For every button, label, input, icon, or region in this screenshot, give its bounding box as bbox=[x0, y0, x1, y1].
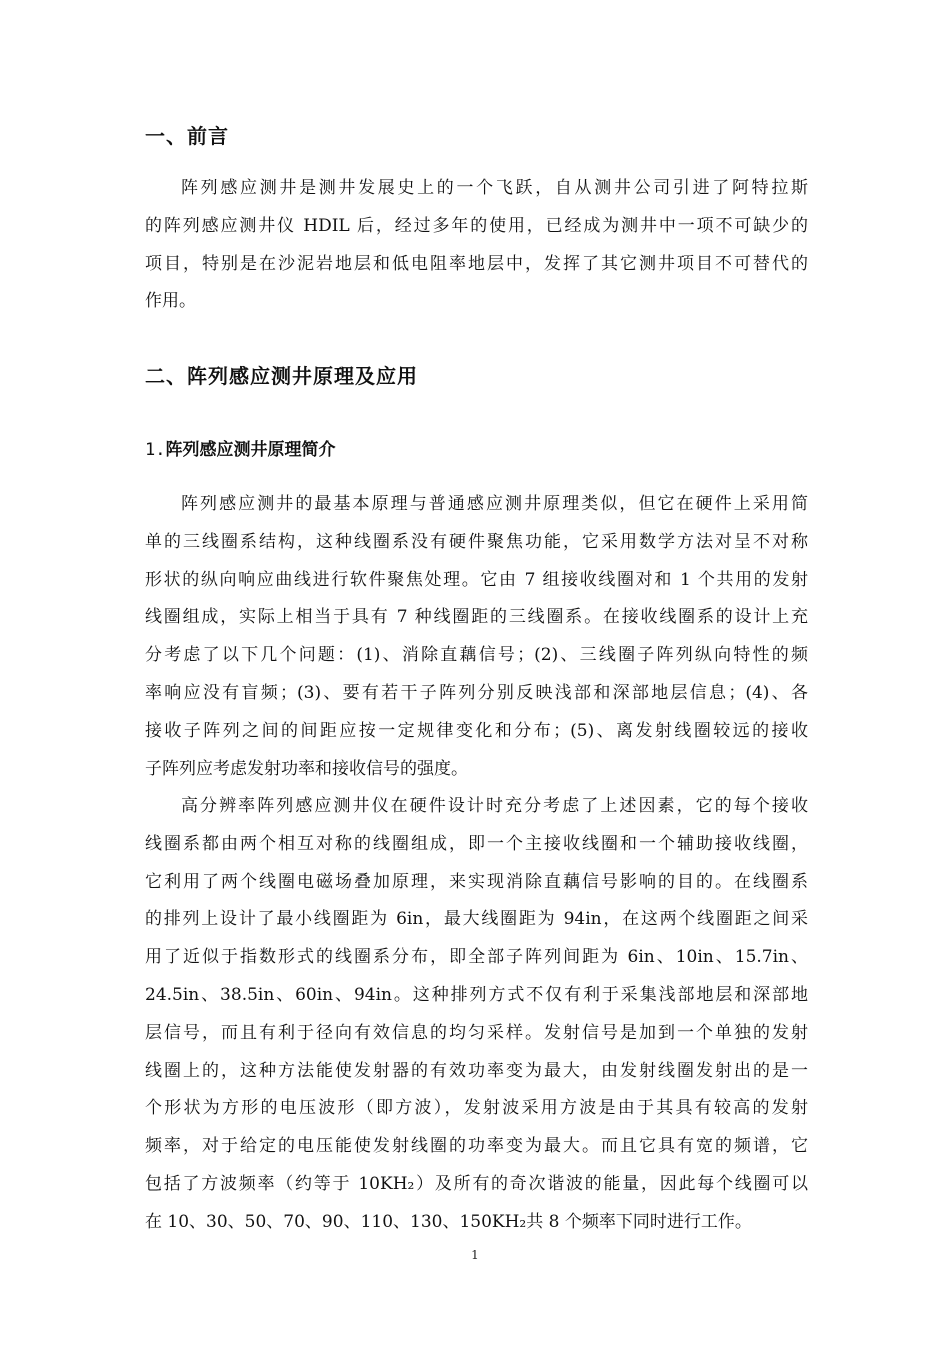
paragraph-line: 24.5in、38.5in、60in、94in。这种排列方式不仅有利于采集浅部地层和深部地 bbox=[145, 984, 808, 1005]
principle-paragraph-2 bbox=[145, 788, 808, 1242]
paragraph-line: 它利用了两个线圈电磁场叠加原理，来实现消除直藕信号影响的目的。在线圈系 bbox=[145, 871, 808, 892]
paragraph-line: 形状的纵向响应曲线进行软件聚焦处理。它由 7 组接收线圈对和 1 个共用的发射 bbox=[145, 569, 808, 590]
section-heading-preface: 一、前言 bbox=[145, 124, 229, 148]
paragraph-line: 线圈系都由两个相互对称的线圈组成，即一个主接收线圈和一个辅助接收线圈， bbox=[145, 833, 808, 854]
paragraph-line: 的排列上设计了最小线圈距为 6in，最大线圈距为 94in，在这两个线圈距之间采 bbox=[145, 909, 808, 930]
paragraph-line: 分考虑了以下几个问题：(1)、消除直藕信号；(2)、三线圈子阵列纵向特性的频 bbox=[145, 645, 808, 666]
paragraph-line: 频率，对于给定的电压能使发射线圈的功率变为最大。而且它具有宽的频谱，它 bbox=[145, 1136, 808, 1157]
paragraph-line: 用了近似于指数形式的线圈系分布，即全部子阵列间距为 6in、10in、15.7in、 bbox=[145, 947, 808, 968]
subsection-title: 阵列感应测井原理简介 bbox=[165, 440, 336, 460]
paragraph-line: 项目，特别是在沙泥岩地层和低电阻率地层中，发挥了其它测井项目不可替代的 bbox=[145, 253, 808, 274]
paragraph-line: 个形状为方形的电压波形（即方波），发射波采用方波是由于其具有较高的发射 bbox=[145, 1098, 808, 1119]
paragraph-line: 率响应没有盲频；(3)、要有若干子阵列分别反映浅部和深部地层信息；(4)、各 bbox=[145, 682, 808, 703]
paragraph-line: 单的三线圈系结构，这种线圈系没有硬件聚焦功能，它采用数学方法对呈不对称 bbox=[145, 531, 808, 552]
section-heading-principle: 二、阵列感应测井原理及应用 bbox=[145, 364, 418, 388]
principle-paragraph-1 bbox=[145, 486, 808, 788]
paragraph-line: 的阵列感应测井仪 HDIL 后，经过多年的使用，已经成为测井中一项不可缺少的 bbox=[145, 215, 808, 236]
paragraph-line: 子阵列应考虑发射功率和接收信号的强度。 bbox=[145, 758, 468, 779]
paragraph-line: 阵列感应测井的最基本原理与普通感应测井原理类似，但它在硬件上采用简 bbox=[181, 494, 808, 514]
paragraph-line: 线圈组成，实际上相当于具有 7 种线圈距的三线圈系。在接收线圈系的设计上充 bbox=[145, 607, 808, 628]
preface-paragraph bbox=[145, 170, 808, 321]
paragraph-line: 接收子阵列之间的间距应按一定规律变化和分布；(5)、离发射线圈较远的接收 bbox=[145, 720, 808, 741]
paragraph-line: 在 10、30、50、70、90、110、130、150KH₂共 8 个频率下同时进行工作。 bbox=[145, 1211, 752, 1232]
paragraph-line: 阵列感应测井是测井发展史上的一个飞跃，自从测井公司引进了阿特拉斯 bbox=[181, 178, 808, 198]
paragraph-line: 层信号，而且有利于径向有效信息的均匀采样。发射信号是加到一个单独的发射 bbox=[145, 1022, 808, 1043]
paragraph-line: 包括了方波频率（约等于 10KH₂）及所有的奇次谐波的能量，因此每个线圈可以 bbox=[145, 1173, 808, 1194]
subsection-heading bbox=[145, 435, 335, 460]
page-number: 1 bbox=[471, 1248, 479, 1262]
subsection-number: 1. bbox=[145, 440, 166, 460]
paragraph-line: 高分辨率阵列感应测井仪在硬件设计时充分考虑了上述因素，它的每个接收 bbox=[181, 796, 808, 816]
paragraph-line: 作用。 bbox=[145, 291, 196, 312]
paragraph-line: 线圈上的，这种方法能使发射器的有效功率变为最大，由发射线圈发射出的是一 bbox=[145, 1060, 808, 1081]
